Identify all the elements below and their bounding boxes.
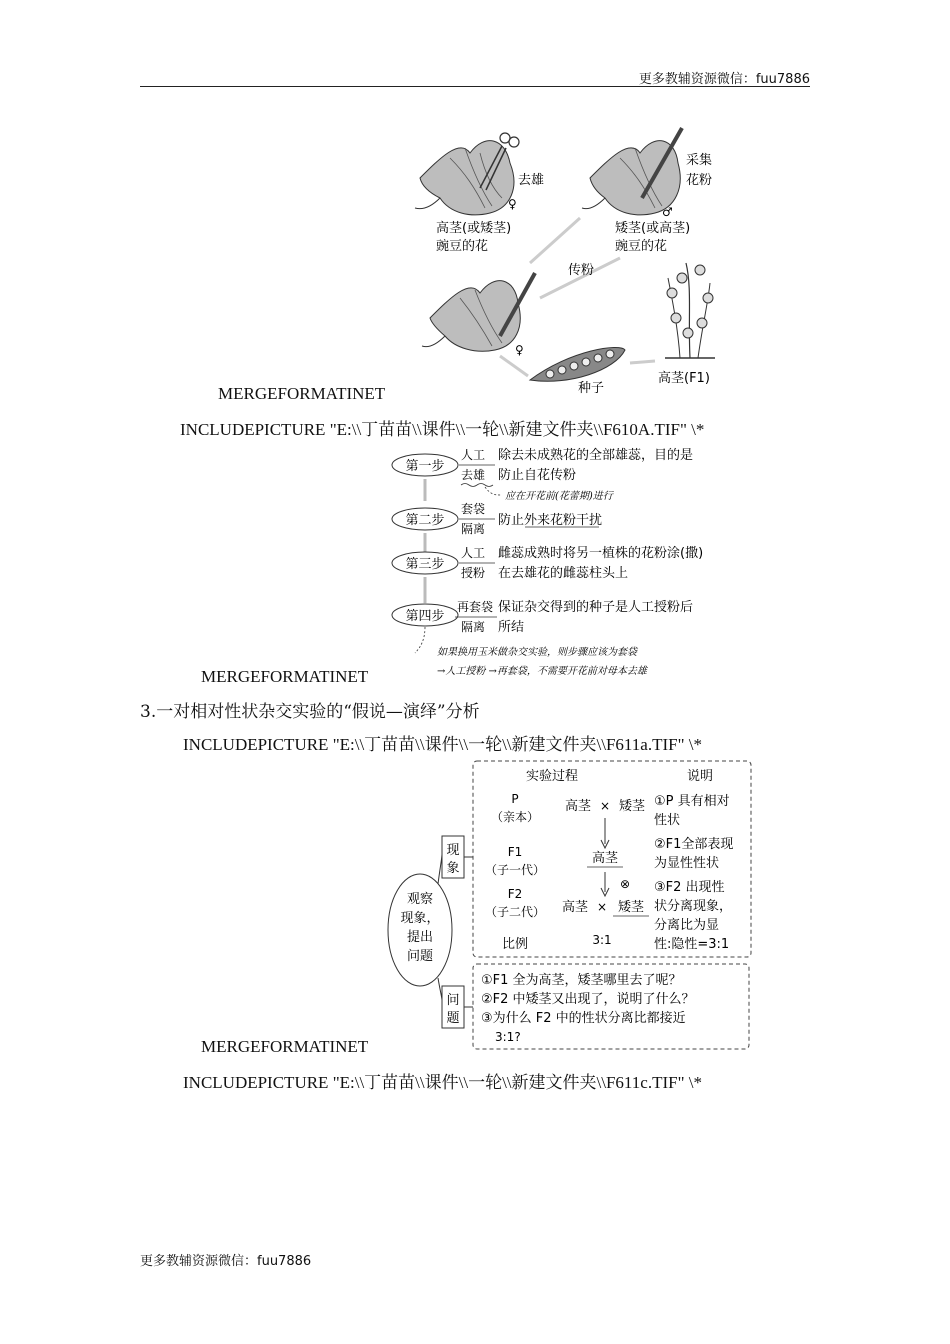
f2-cross: ×: [596, 900, 608, 914]
arrow-a-to-pollination: [530, 218, 580, 263]
p-sub: （亲本）: [490, 810, 540, 824]
arrow-to-plant: [630, 361, 655, 363]
plant-label: 高茎(F1): [658, 371, 710, 386]
f2-short: 矮茎: [617, 900, 645, 915]
step4-key1: 再套袋: [457, 600, 494, 614]
include-picture-line-2: INCLUDEPICTURE "E:\\丁苗苗\\课件\\一轮\\新建文件夹\\F611a.TIF" \*: [183, 735, 702, 754]
flower-b-line1: 矮茎(或高茎): [615, 221, 691, 236]
tall-pea-plant-drawing: [665, 263, 715, 358]
step1-desc2: 防止自花传粉: [498, 468, 577, 483]
p-label: P: [511, 792, 519, 806]
steps-note-line2: →人工授粉 →再套袋，不需要开花前对母本去雄: [437, 666, 647, 677]
page-footer-text: 更多教辅资源微信：fuu7886: [140, 1254, 312, 1269]
step1-desc1: 除去未成熟花的全部雄蕊，目的是: [498, 448, 694, 463]
merge-format-line-2: MERGEFORMATINET: [201, 667, 369, 686]
pea-pollination-figure: [410, 118, 740, 398]
step4-desc1: 保证杂交得到的种子是人工授粉后: [498, 600, 694, 615]
question-1: ①F1 全为高茎，矮茎哪里去了呢？: [481, 973, 682, 988]
hybridization-steps-figure: [385, 443, 785, 688]
question-3: ③为什么 F2 中的性状分离比都接近: [481, 1011, 686, 1026]
step3-desc2: 在去雄花的雌蕊柱头上: [498, 566, 629, 581]
p-short: 矮茎: [618, 799, 646, 814]
pollinated-flower-drawing: [422, 281, 520, 352]
root-line3: 提出: [406, 930, 434, 945]
f2-tall: 高茎: [561, 900, 589, 915]
seed-label: 种子: [578, 381, 605, 396]
branch-phenomenon-1: 现: [446, 843, 460, 858]
step4-badge-text: 第四步: [405, 609, 445, 624]
explain3-line2: 状分离现象，: [654, 899, 733, 914]
pollinate-label: 传粉: [568, 263, 595, 278]
step1-key1: 人工: [461, 448, 486, 462]
root-line2: 现象，: [400, 911, 440, 926]
step1-badge-text: 第一步: [405, 459, 445, 474]
step4-key2: 隔离: [461, 620, 486, 634]
root-line1: 观察: [406, 892, 434, 907]
f2-label: F2: [507, 887, 523, 901]
col-explain: 说明: [686, 769, 714, 784]
question-2: ②F2 中矮茎又出现了，说明了什么？: [481, 992, 695, 1007]
p-tall: 高茎: [564, 799, 592, 814]
female-symbol-top: ♀: [508, 197, 517, 211]
self-symbol: ⊗: [620, 877, 631, 891]
step2-badge-text: 第二步: [405, 513, 445, 528]
step4-desc2: 所结: [498, 620, 525, 635]
flower-b-line2: 豌豆的花: [615, 239, 668, 254]
section-heading: 3.一对相对性状杂交实验的“假说—演绎”分析: [140, 702, 480, 722]
include-picture-line-1: INCLUDEPICTURE "E:\\丁苗苗\\课件\\一轮\\新建文件夹\\F610A.TIF" \*: [180, 420, 705, 439]
step3-badge-text: 第三步: [405, 557, 445, 572]
branch-question-2: 题: [446, 1011, 460, 1026]
branch-question-1: 问: [446, 993, 460, 1008]
pea-pod-drawing: [530, 348, 625, 382]
f1-tall: 高茎: [591, 851, 619, 866]
include-picture-line-3: INCLUDEPICTURE "E:\\丁苗苗\\课件\\一轮\\新建文件夹\\F611c.TIF" \*: [183, 1073, 702, 1092]
question-3b: 3:1?: [495, 1030, 521, 1044]
f1-label: F1: [507, 845, 523, 859]
p-cross: ×: [599, 799, 611, 813]
step3-key1: 人工: [461, 546, 486, 560]
ratio-value: 3:1: [592, 933, 612, 947]
male-symbol: ♂: [662, 205, 673, 219]
header-divider: [140, 86, 810, 87]
merge-format-line-3: MERGEFORMATINET: [201, 1037, 369, 1056]
flower-a-line2: 豌豆的花: [436, 239, 489, 254]
hypothesis-deduction-figure: [380, 758, 755, 1053]
page-header-text: 更多教辅资源微信：fuu7886: [638, 72, 810, 87]
female-symbol-middle: ♀: [515, 343, 524, 357]
explain1-line1: ①P 具有相对: [654, 794, 730, 809]
collect-line1: 采集: [686, 153, 713, 168]
step3-desc1: 雌蕊成熟时将另一植株的花粉涂(撒): [498, 546, 704, 561]
step2-key2: 隔离: [461, 522, 486, 536]
explain2-line1: ②F1全部表现: [654, 837, 734, 852]
ratio-label: 比例: [501, 937, 529, 952]
steps-note-line1: 如果换用玉米做杂交实验，则步骤应该为套袋: [437, 647, 637, 658]
step1-key2: 去雄: [461, 468, 486, 482]
castrate-label: 去雄: [518, 173, 545, 188]
step1-note: 应在开花前(花蕾期)进行: [505, 491, 613, 502]
step3-key2: 授粉: [461, 566, 486, 580]
explain3-line1: ③F2 出现性: [654, 880, 725, 895]
f1-sub: （子一代）: [484, 863, 546, 877]
collect-line2: 花粉: [686, 173, 713, 188]
f2-sub: （子二代）: [484, 905, 546, 919]
branch-phenomenon-2: 象: [446, 861, 460, 876]
explain2-line2: 为显性性状: [654, 856, 720, 871]
arrow-to-seed: [500, 356, 528, 376]
col-process: 实验过程: [525, 769, 579, 784]
step2-key1: 套袋: [461, 502, 486, 516]
step2-desc1: 防止外来花粉干扰: [498, 513, 603, 528]
explain3-line3: 分离比为显: [654, 918, 720, 933]
merge-format-line-1: MERGEFORMATINET: [218, 384, 386, 403]
explain1-line2: 性状: [654, 813, 681, 828]
flower-a-line1: 高茎(或矮茎): [436, 221, 512, 236]
pollen-donor-flower-drawing: [582, 141, 680, 215]
explain3-line4: 性:隐性=3:1: [654, 937, 730, 952]
root-line4: 问题: [406, 949, 434, 964]
